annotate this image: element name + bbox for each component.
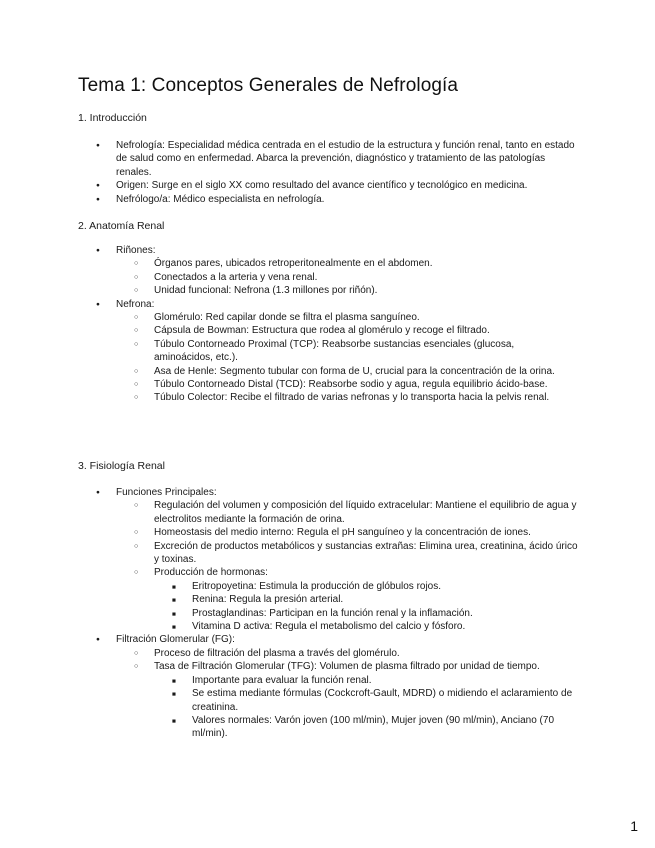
list-item: ○ Excreción de productos metabólicos y sustancias extrañas: Elimina urea, creatinina, ácido úrico y toxinas. — [116, 540, 583, 567]
list-item: ● Riñones: ○ Órganos pares, ubicados retroperitonealmente en el abdomen. ○ Conectados a la arteria y vena renal. ○ Unidad funcional: Nefrona (1.3 millones por riñón). — [78, 244, 568, 298]
list-item: ○ Túbulo Contorneado Proximal (TCP): Reabsorbe sustancias esenciales (glucosa, aminoácidos, etc.). — [116, 338, 568, 365]
nefrona-sublist — [116, 311, 568, 405]
list-item: ■ Vitamina D activa: Regula el metabolismo del calcio y fósforo. — [154, 620, 583, 633]
anatomia-list — [78, 244, 568, 405]
list-item: ○ Regulación del volumen y composición del líquido extracelular: Mantiene el equilibrio de agua y electrolitos mediante la formación de orina. — [116, 499, 583, 526]
list-item: ○ Proceso de filtración del plasma a través del glomérulo. — [116, 647, 583, 660]
list-item: ■ Renina: Regula la presión arterial. — [154, 593, 583, 606]
list-item: ■ Prostaglandinas: Participan en la función renal y la inflamación. — [154, 607, 583, 620]
funciones-sublist — [116, 499, 583, 633]
section-heading-introduccion: 1. Introducción — [78, 112, 147, 124]
list-item: ● Nefrología: Especialidad médica centrada en el estudio de la estructura y función renal, tanto en estado de salud como en enfermedad. Abarca la prevención, diagnóstico y tratamiento de las patologías renales. — [78, 139, 583, 179]
section-heading-fisiologia: 3. Fisiología Renal — [78, 460, 165, 472]
list-item: ■ Eritropoyetina: Estimula la producción de glóbulos rojos. — [154, 580, 583, 593]
list-item: ○ Asa de Henle: Segmento tubular con forma de U, crucial para la concentración de la orina. — [116, 365, 568, 378]
section-heading-anatomia: 2. Anatomía Renal — [78, 220, 165, 232]
list-item: ○ Homeostasis del medio interno: Regula el pH sanguíneo y la concentración de iones. — [116, 526, 583, 539]
list-item: ■ Se estima mediante fórmulas (Cockcroft-Gault, MDRD) o midiendo el aclaramiento de creatinina. — [154, 687, 583, 714]
list-item: ○ Túbulo Contorneado Distal (TCD): Reabsorbe sodio y agua, regula equilibrio ácido-base. — [116, 378, 568, 391]
document-title: Tema 1: Conceptos Generales de Nefrología — [78, 75, 459, 96]
list-item: ○ Producción de hormonas: ■ Eritropoyetina: Estimula la producción de glóbulos rojos. ■ Renina: Regula la presión arterial. ■ Prostaglandinas: Participan en la función renal y la inflamación. ■ Vitamina D activa: Regula el metabolismo del calcio y fósforo. — [116, 566, 583, 633]
list-item: ○ Órganos pares, ubicados retroperitonealmente en el abdomen. — [116, 257, 568, 270]
list-item: ■ Importante para evaluar la función renal. — [154, 674, 583, 687]
list-item: ● Funciones Principales: ○ Regulación del volumen y composición del líquido extracelular: Mantiene el equilibrio de agua y electrolitos mediante la formación de orina. ○ Homeostasis del medio interno: Regula el pH sanguíneo y la concentración de iones. ○ Excreción de productos metabólicos y sustancias extrañas: Elimina urea, creatinina, ácido úrico y toxinas. ○ Producción de hormonas: ■ Eritropoyetina: Estimula la producción de glóbulos rojos. ■ Renina: Regula la presión arterial. ■ Prostaglandinas: Participan en la función renal y la inflamación. ■ Vitamina D activa: Regula el metabolismo del calcio y fósforo. — [78, 486, 583, 633]
tfg-sublist — [154, 674, 583, 741]
page-number: 1 — [630, 818, 638, 834]
introduccion-list — [78, 139, 583, 206]
list-item: ○ Túbulo Colector: Recibe el filtrado de varias nefronas y lo transporta hacia la pelvis renal. — [116, 391, 568, 404]
list-item: ○ Unidad funcional: Nefrona (1.3 millones por riñón). — [116, 284, 568, 297]
list-item: ○ Glomérulo: Red capilar donde se filtra el plasma sanguíneo. — [116, 311, 568, 324]
list-item: ○ Cápsula de Bowman: Estructura que rodea al glomérulo y recoge el filtrado. — [116, 324, 568, 337]
list-item: ● Filtración Glomerular (FG): ○ Proceso de filtración del plasma a través del glomérulo. ○ Tasa de Filtración Glomerular (TFG): Volumen de plasma filtrado por unidad de tiempo. ■ Importante para evaluar la función renal. ■ Se estima mediante fórmulas (Cockcroft-Gault, MDRD) o midiendo el aclaramiento de creatinina. ■ Valores normales: Varón joven (100 ml/min), Mujer joven (90 ml/min), Anciano (70 ml/min). — [78, 633, 583, 740]
list-item: ○ Conectados a la arteria y vena renal. — [116, 271, 568, 284]
list-item: ■ Valores normales: Varón joven (100 ml/min), Mujer joven (90 ml/min), Anciano (70 ml/min). — [154, 714, 583, 741]
list-item: ● Origen: Surge en el siglo XX como resultado del avance científico y tecnológico en medicina. — [78, 179, 583, 192]
rinones-sublist — [116, 257, 568, 297]
list-item: ● Nefrona: ○ Glomérulo: Red capilar donde se filtra el plasma sanguíneo. ○ Cápsula de Bowman: Estructura que rodea al glomérulo y recoge el filtrado. ○ Túbulo Contorneado Proximal (TCP): Reabsorbe sustancias esenciales (glucosa, aminoácidos, etc.). ○ Asa de Henle: Segmento tubular con forma de U, crucial para la concentración de la orina. ○ Túbulo Contorneado Distal (TCD): Reabsorbe sodio y agua, regula equilibrio ácido-base. ○ Túbulo Colector: Recibe el filtrado de varias nefronas y lo transporta hacia la pelvis renal. — [78, 298, 568, 405]
filtracion-sublist — [116, 647, 583, 741]
fisiologia-list — [78, 486, 583, 741]
list-item: ○ Tasa de Filtración Glomerular (TFG): Volumen de plasma filtrado por unidad de tiempo. ■ Importante para evaluar la función renal. ■ Se estima mediante fórmulas (Cockcroft-Gault, MDRD) o midiendo el aclaramiento de creatinina. ■ Valores normales: Varón joven (100 ml/min), Mujer joven (90 ml/min), Anciano (70 ml/min). — [116, 660, 583, 740]
hormonas-sublist — [154, 580, 583, 634]
list-item: ● Nefrólogo/a: Médico especialista en nefrología. — [78, 193, 583, 206]
